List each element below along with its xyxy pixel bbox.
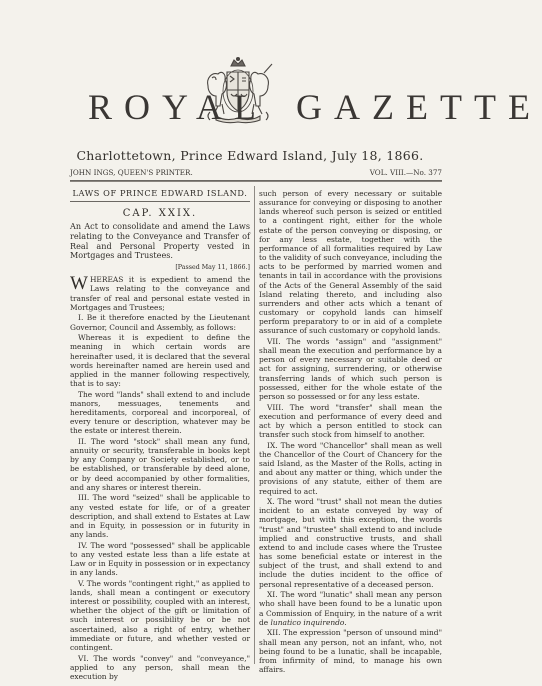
section-paragraph: VI. The words "convey" and "conveyance," applied to any person, shall mean the execution by	[70, 653, 250, 681]
printer-name: JOHN INGS, QUEEN'S PRINTER.	[70, 168, 193, 177]
lunatic-text: XI. The word "lunatic" shall mean any person who shall have been found to be a lunatic upon a Commission of Enquiry, in the nature of a writ de	[259, 590, 442, 627]
printer-line	[70, 168, 442, 181]
section-paragraph: II. The word "stock" shall mean any fund, annuity or security, transferable in books kept by any Company or Society established, or to be established, or transferable by deed alone, or by deed accompanied by other formalities, and any shares or interest therein.	[70, 436, 250, 492]
section-paragraph: I. Be it therefore enacted by the Lieutenant Governor, Council and Assembly, as follows:	[70, 313, 250, 332]
chapter-heading: CAP. XXIX.	[122, 208, 198, 220]
section-title: LAWS OF PRINCE EDWARD ISLAND.	[70, 189, 250, 202]
section-paragraph: V. The words "contingent right," as applied to lands, shall mean a contingent or executory interest or possibility, coupled with an interest, whether the object of the gift or limitation of such interest or possibility be or be not ascertained, also a right of entry, whether immediate or future, and whether vested or contingent.	[70, 578, 250, 652]
section-paragraph: III. The word "seized" shall be applicable to any vested estate for life, or of a greater description, and shall extend to Estates at Law and in Equity, in possession or in futurity in any lands.	[70, 493, 250, 539]
section-paragraph: VIII. The word "transfer" shall mean the execution and performance of every deed and act by which a person entitled to stock can transfer such stock from himself to another.	[259, 402, 442, 440]
whereas-paragraph	[70, 275, 250, 312]
section-paragraph: XII. The expression "person of unsound mind" shall mean any person, not an infant, who, not being found to be a lunatic, shall be incapable, from infirmity of mind, to manage his own affairs.	[259, 628, 442, 674]
masthead-royal: ROYAL	[88, 87, 269, 127]
header-rule	[70, 181, 442, 182]
section-paragraph: The word "lands" shall extend to and include manors, messuages, tenements and hereditaments, corporeal and incorporeal, of every tenure or description, whatever may be the estate or interest therein.	[70, 389, 250, 436]
section-paragraph: Whereas it is expedient to define the meaning in which certain words are hereinafter used, it is declared that the several words hereinafter named are herein used and applied in the manner following respectively, that is to say:	[70, 333, 250, 388]
whereas-text: HEREAS it is expedient to amend the Laws relating to the conveyance and transfer of real and personal estate vested in Mortgages and Trustees;	[70, 275, 250, 312]
drop-cap: W	[70, 273, 88, 295]
section-paragraph: such person of every necessary or suitable assurance for conveying or disposing to another lands whereof such person is seized or entitled to a contingent right, either for the whole estate of the person conveying or disposing, or for any less estate, together with the performance of all formalities required by Law to the validity of such conveyance, including the acts to be performed by married women and tenants in tail in accordance with the provisions of the Acts of the General Assembly of the said Island relating thereto, and including also surrenders and other acts which a tenant of customary or copyhold lands can himself perform preparatory to or in aid of a complete assurance of such customary or copyhold lands.	[259, 189, 442, 336]
column-divider	[254, 186, 255, 664]
masthead	[0, 86, 542, 136]
section-paragraph	[259, 590, 442, 627]
volume-number: VOL. VIII.—No. 377	[369, 168, 442, 177]
masthead-gazette: GAZETTE	[296, 87, 542, 127]
section-paragraph: IV. The word "possessed" shall be applicable to any vested estate less than a life estate at Law or in Equity in possession or in expectancy in any lands.	[70, 540, 250, 578]
section-paragraph: X. The word "trust" shall not mean the duties incident to an estate conveyed by way of mortgage, but with this exception, the words "trust" and "trustee" shall extend to and include implied and constructive trusts, and shall extend to and include cases where the Trustee has some beneficial estate or interest in the subject of the trust, and shall extend to and include the duties incident to the office of personal representative of a deceased person.	[259, 497, 442, 589]
dateline: Charlottetown, Prince Edward Island, July 18, 1866.	[76, 148, 424, 163]
act-title: An Act to consolidate and amend the Laws relating to the Conveyance and Transfer of Real and Personal Property vested in Mortgages and Trustees.	[70, 221, 250, 261]
section-paragraph: IX. The word "Chancellor" shall mean as well the Chancellor of the Court of Chancery for the said Island, as the Master of the Rolls, acting in and about any matter or thing, which under the provisions of any statute, either of them are required to act.	[259, 440, 442, 496]
left-column	[70, 189, 250, 683]
passed-date: [Passed May 11, 1866.]	[175, 264, 250, 272]
right-column	[259, 189, 442, 676]
latin-phrase: lunatico inquirendo.	[270, 617, 347, 627]
section-paragraph: VII. The words "assign" and "assignment" shall mean the execution and performance by a person of every necessary or suitable deed or act for assigning, surrendering, or otherwise transferring lands of which such person is possessed, either for the whole estate of the person so possessed or for any less estate.	[259, 337, 442, 401]
